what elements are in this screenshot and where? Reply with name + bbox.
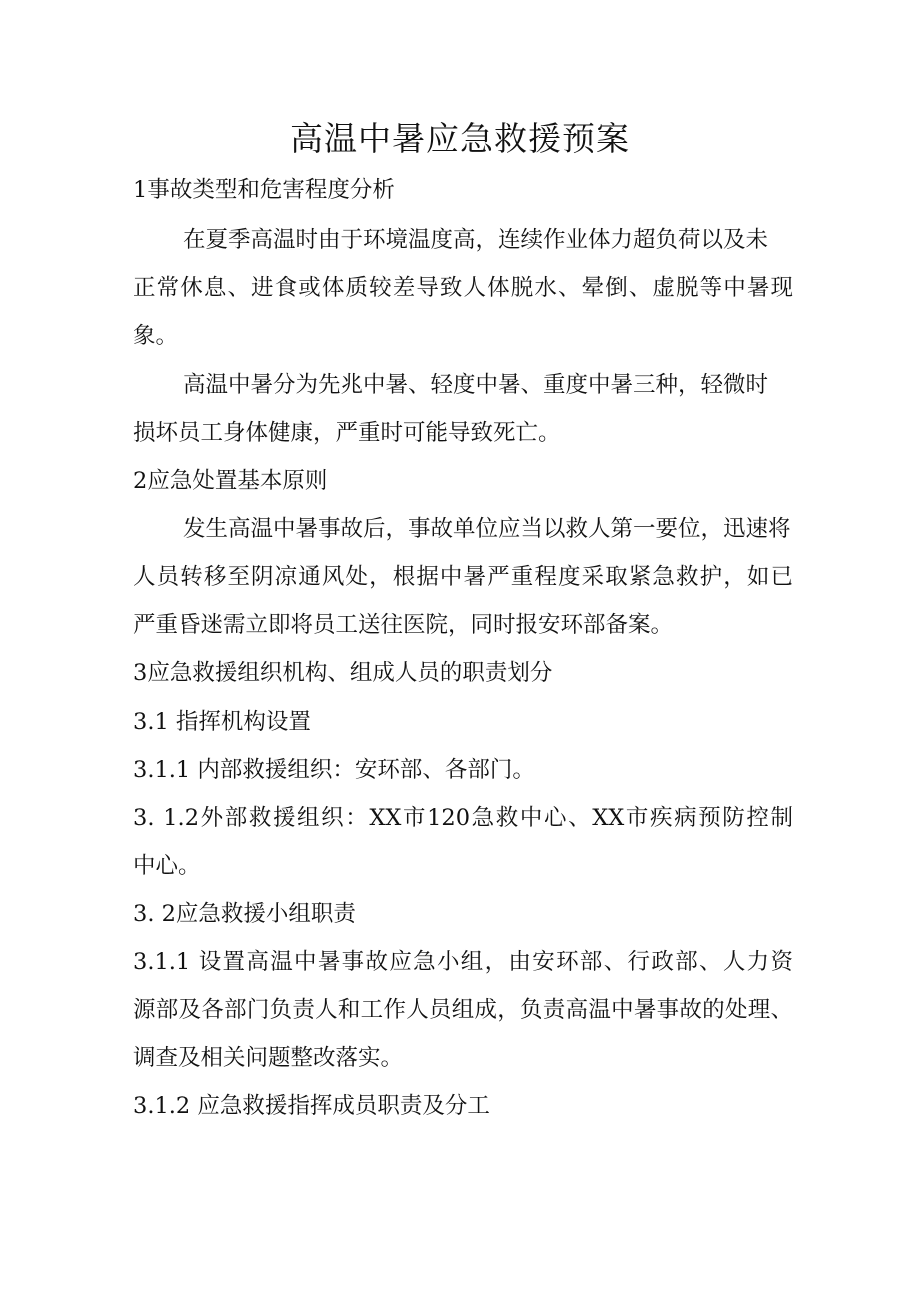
paragraph-line: 严重昏迷需立即将员工送往医院，同时报安环部备案。 xyxy=(133,612,674,638)
section-3-2-heading: 3. 2应急救援小组职责 xyxy=(133,901,356,927)
list-item-continuation: 源部及各部门负责人和工作人员组成，负责高温中暑事故的处理、 xyxy=(133,997,793,1023)
paragraph-line: 人员转移至阴凉通风处，根据中暑严重程度采取紧急救护，如已 xyxy=(133,564,793,590)
paragraph-line: 正常休息、进食或体质较差导致人体脱水、晕倒、虚脱等中暑现 xyxy=(133,275,793,301)
paragraph-line: 损坏员工身体健康，严重时可能导致死亡。 xyxy=(133,420,561,446)
list-item: 3.1.2 应急救援指挥成员职责及分工 xyxy=(133,1093,490,1119)
section-3-heading: 3应急救援组织机构、组成人员的职责划分 xyxy=(133,660,553,686)
list-item-continuation: 调查及相关问题整改落实。 xyxy=(133,1045,404,1071)
list-item: 3.1.1 设置高温中暑事故应急小组，由安环部、行政部、人力资 xyxy=(133,949,793,975)
paragraph-line: 高温中暑分为先兆中暑、轻度中暑、重度中暑三种，轻微时 xyxy=(183,372,769,398)
section-2-heading: 2应急处置基本原则 xyxy=(133,468,328,494)
paragraph-line: 在夏季高温时由于环境温度高，连续作业体力超负荷以及未 xyxy=(183,227,769,253)
list-item: 3. 1.2外部救援组织：XX市120急救中心、XX市疾病预防控制 xyxy=(133,805,793,831)
list-item-continuation: 中心。 xyxy=(133,853,201,879)
document-title: 高温中暑应急救援预案 xyxy=(290,119,630,158)
paragraph-line: 发生高温中暑事故后，事故单位应当以救人第一要位，迅速将 xyxy=(183,516,791,542)
section-3-1-heading: 3.1 指挥机构设置 xyxy=(133,709,311,735)
paragraph-line: 象。 xyxy=(133,323,179,349)
section-1-heading: 1事故类型和危害程度分析 xyxy=(133,177,395,203)
list-item: 3.1.1 内部救援组织：安环部、各部门。 xyxy=(133,757,535,783)
